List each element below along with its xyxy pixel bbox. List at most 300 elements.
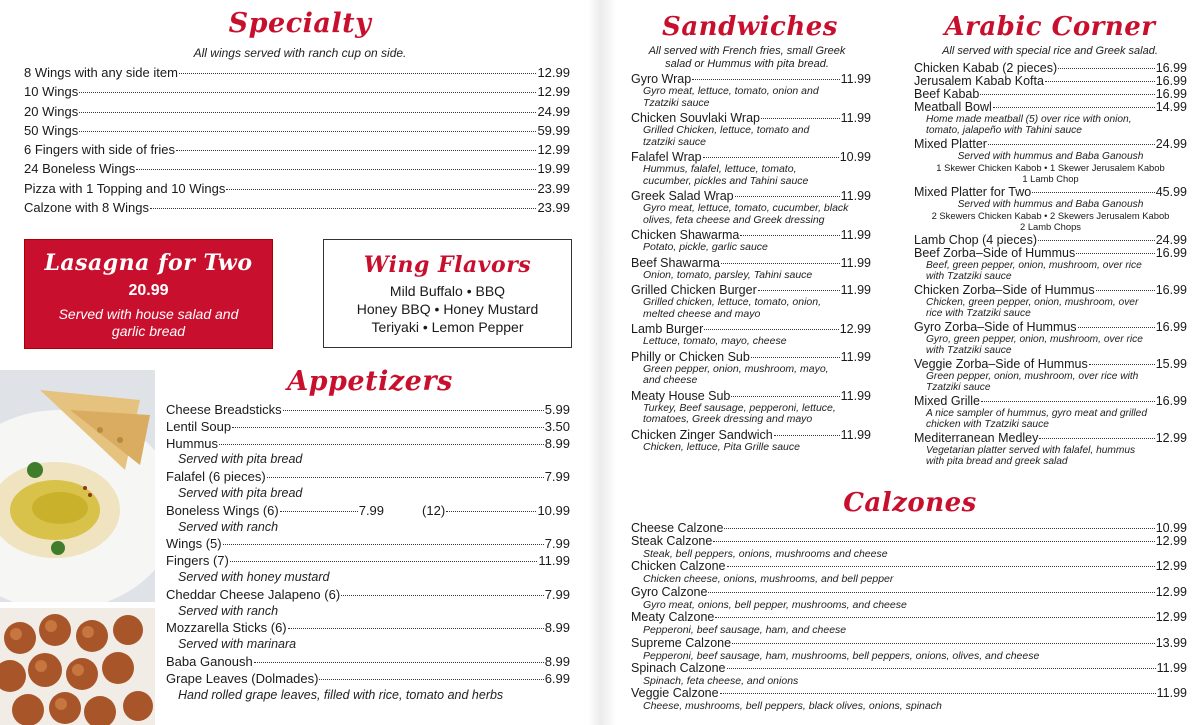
item-description bbox=[631, 297, 871, 320]
menu-item-row bbox=[631, 351, 871, 364]
item-price: 5.99 bbox=[544, 402, 570, 417]
item-description-line: Grilled chicken, lettuce, tomato, onion, bbox=[643, 296, 822, 308]
item-description-line: Turkey, Beef sausage, pepperoni, lettuce, bbox=[643, 401, 836, 414]
menu-item-row bbox=[914, 247, 1187, 260]
item-description-line: Grilled Chicken, lettuce, tomato and bbox=[643, 124, 810, 136]
menu-item-row bbox=[166, 503, 570, 520]
item-name: Supreme Calzone bbox=[631, 635, 732, 650]
item-name: Steak Calzone bbox=[631, 534, 713, 548]
dot-leader bbox=[1089, 364, 1155, 365]
item-price: 23.99 bbox=[537, 200, 570, 216]
item-description-line: Served with hummus and Baba Ganoush bbox=[957, 151, 1144, 162]
menu-item-row bbox=[24, 123, 570, 142]
flavor-line-1: Mild Buffalo • BBQ bbox=[389, 283, 506, 299]
item-description-line: chicken with Tzatziki sauce bbox=[926, 419, 1049, 430]
item-description: Hand rolled grape leaves, filled with rice, tomato and herbs bbox=[178, 687, 504, 702]
item-description: Steak, bell peppers, onions, mushrooms and cheese bbox=[643, 548, 888, 560]
specialty-list bbox=[24, 65, 570, 219]
dot-leader bbox=[230, 561, 538, 562]
item-description: Served with marinara bbox=[178, 637, 297, 652]
item-price: 12.99 bbox=[537, 84, 570, 100]
item-description-line: Vegetarian platter served with falafel, hummus bbox=[926, 445, 1136, 456]
item-price: 16.99 bbox=[1155, 394, 1187, 408]
dot-leader bbox=[219, 444, 544, 445]
item-description bbox=[631, 336, 871, 348]
arabic-list bbox=[914, 62, 1187, 469]
item-description-line: with Tzatziki sauce bbox=[926, 345, 1012, 356]
item-price: 16.99 bbox=[1155, 246, 1187, 260]
item-description-line: melted cheese and mayo bbox=[643, 307, 761, 320]
item-name: Pizza with 1 Topping and 10 Wings bbox=[24, 180, 226, 196]
menu-item-row bbox=[631, 637, 1187, 650]
dot-leader bbox=[79, 92, 536, 93]
item-description: Chicken cheese, onions, mushrooms, and bell pepper bbox=[643, 573, 894, 586]
item-description bbox=[631, 125, 871, 148]
dot-leader bbox=[319, 679, 543, 680]
menu-item-row bbox=[24, 161, 570, 180]
item-price: 45.99 bbox=[1155, 185, 1187, 199]
dot-leader bbox=[735, 196, 840, 197]
dot-leader bbox=[179, 73, 537, 74]
item-contents bbox=[914, 210, 1187, 232]
item-description-line: Hummus, falafel, lettuce, tomato, bbox=[643, 163, 797, 175]
item-price: 6.99 bbox=[544, 670, 570, 686]
item-name: Mediterranean Medley bbox=[914, 431, 1039, 445]
menu-item-row bbox=[166, 587, 570, 604]
dot-leader bbox=[1058, 68, 1155, 69]
item-name: Mixed Platter bbox=[914, 137, 987, 151]
item-name: Gyro Zorba–Side of Hummus bbox=[914, 320, 1077, 334]
menu-item-row bbox=[24, 181, 570, 200]
item-description-line: cucumber, pickles and Tahini sauce bbox=[643, 174, 809, 187]
item-description-line: Chicken, lettuce, Pita Grille sauce bbox=[643, 440, 800, 453]
item-description: Spinach, feta cheese, and onions bbox=[643, 674, 799, 687]
dot-leader bbox=[150, 208, 536, 209]
item-description bbox=[914, 114, 1187, 136]
item-price: 11.99 bbox=[840, 72, 871, 86]
sandwiches-title: Sandwiches bbox=[662, 12, 838, 42]
item-name: Lentil Soup bbox=[166, 418, 232, 434]
dot-leader bbox=[758, 290, 840, 291]
specialty-title: Specialty bbox=[228, 8, 372, 39]
arabic-subtitle: All served with special rice and Greek salad. bbox=[942, 45, 1158, 57]
appetizers-list bbox=[166, 402, 570, 704]
calzones-list bbox=[631, 522, 1187, 713]
item-price: 10.99 bbox=[839, 150, 871, 164]
lasagna-title: Lasagna for Two bbox=[44, 250, 253, 276]
item-price: 7.99 bbox=[544, 586, 570, 602]
item-description-line: Tzatziki sauce bbox=[926, 382, 991, 393]
hummus-photo bbox=[0, 370, 155, 602]
item-name: Lamb Chop (4 pieces) bbox=[914, 233, 1037, 247]
item-price: 11.99 bbox=[538, 553, 570, 569]
item-description bbox=[631, 270, 871, 282]
item-price: 10.99 bbox=[1155, 521, 1187, 535]
item-description bbox=[631, 364, 871, 387]
item-description-line: Gyro meat, lettuce, tomato, onion and bbox=[643, 85, 819, 97]
item-name: Beef Shawarma bbox=[631, 255, 720, 270]
item-alt-label: (12) bbox=[422, 502, 446, 518]
item-name: Cheese Calzone bbox=[631, 521, 724, 535]
lasagna-note-line1: Served with house salad and bbox=[58, 306, 239, 322]
item-price: 14.99 bbox=[1155, 100, 1187, 114]
item-description-line: Tzatziki sauce bbox=[643, 96, 710, 109]
sandwiches-subtitle bbox=[622, 45, 872, 71]
dot-leader bbox=[713, 541, 1154, 542]
wing-flavors-title: Wing Flavors bbox=[363, 252, 532, 278]
dot-leader bbox=[761, 118, 840, 119]
item-price: 11.99 bbox=[1156, 660, 1187, 675]
item-name: Calzone with 8 Wings bbox=[24, 200, 149, 216]
item-price: 11.99 bbox=[840, 255, 871, 270]
item-name: 20 Wings bbox=[24, 103, 79, 119]
menu-item-row bbox=[631, 687, 1187, 700]
item-price: 12.99 bbox=[1155, 584, 1187, 599]
item-description bbox=[631, 242, 871, 254]
item-price: 59.99 bbox=[537, 122, 570, 138]
item-description-line: and cheese bbox=[643, 374, 698, 386]
dot-leader bbox=[980, 94, 1154, 95]
dot-leader bbox=[1096, 290, 1155, 291]
item-alt-price: 10.99 bbox=[537, 502, 570, 518]
item-price: 13.99 bbox=[1155, 635, 1187, 650]
item-name: Cheese Breadsticks bbox=[166, 402, 282, 417]
item-name: Veggie Calzone bbox=[631, 686, 719, 701]
item-description-line: Home made meatball (5) over rice with onion, bbox=[926, 114, 1132, 125]
item-price: 11.99 bbox=[840, 228, 871, 242]
dot-leader bbox=[727, 668, 1156, 669]
item-price: 16.99 bbox=[1155, 87, 1187, 101]
menu-item-row bbox=[631, 535, 1187, 548]
item-name: Chicken Calzone bbox=[631, 559, 726, 574]
item-price: 7.99 bbox=[544, 469, 570, 485]
item-price: 11.99 bbox=[840, 388, 871, 403]
item-description-line: Green pepper, onion, mushroom, over rice with bbox=[926, 371, 1139, 382]
item-name: Mixed Grille bbox=[914, 394, 980, 408]
menu-item-row bbox=[631, 560, 1187, 573]
dot-leader bbox=[283, 410, 544, 411]
item-name: Chicken Shawarma bbox=[631, 228, 740, 242]
item-description-line: Gyro, green pepper, onion, mushroom, over rice bbox=[926, 334, 1143, 345]
menu-item-row bbox=[24, 200, 570, 219]
menu-item-row bbox=[914, 186, 1187, 199]
item-description: Served with pita bread bbox=[178, 452, 303, 467]
item-name: Grape Leaves (Dolmades) bbox=[166, 670, 319, 686]
item-name: Greek Salad Wrap bbox=[631, 189, 734, 203]
menu-item-row bbox=[914, 101, 1187, 114]
item-price: 8.99 bbox=[544, 435, 570, 451]
item-description-line: Served with hummus and Baba Ganoush bbox=[957, 199, 1144, 210]
item-name: Chicken Kabab (2 pieces) bbox=[914, 61, 1058, 75]
dot-leader bbox=[267, 477, 544, 478]
wing-flavors-box bbox=[323, 239, 572, 348]
item-description: Gyro meat, onions, bell pepper, mushrooms, and cheese bbox=[643, 598, 907, 611]
item-description-line: tomato, jalapeño with Tahini sauce bbox=[926, 125, 1082, 136]
item-description bbox=[631, 203, 871, 226]
item-description: Pepperoni, beef sausage, ham, mushrooms, bell peppers, onions, olives, and cheese bbox=[643, 649, 1040, 662]
item-price: 3.50 bbox=[544, 418, 570, 434]
dot-leader bbox=[724, 528, 1154, 529]
appetizers-title: Appetizers bbox=[287, 366, 453, 397]
item-description-line: Potato, pickle, garlic sauce bbox=[643, 241, 768, 253]
item-name: 6 Fingers with side of fries bbox=[24, 142, 176, 158]
menu-item-row bbox=[914, 321, 1187, 334]
item-price: 11.99 bbox=[1156, 686, 1187, 701]
menu-item-row bbox=[24, 142, 570, 161]
dot-leader bbox=[446, 511, 536, 512]
dot-leader bbox=[1038, 240, 1155, 241]
item-description: Served with honey mustard bbox=[178, 569, 330, 584]
item-description-line: A nice sampler of hummus, gyro meat and grilled bbox=[926, 408, 1148, 419]
menu-item-row bbox=[914, 358, 1187, 371]
item-name: Cheddar Cheese Jalapeno (6) bbox=[166, 586, 341, 602]
dot-leader bbox=[341, 595, 544, 596]
dot-leader bbox=[703, 157, 839, 158]
menu-item-row bbox=[631, 522, 1187, 535]
item-price: 11.99 bbox=[840, 427, 871, 442]
dot-leader bbox=[176, 150, 536, 151]
arabic-title: Arabic Corner bbox=[944, 12, 1156, 42]
item-price: 12.99 bbox=[839, 322, 871, 336]
menu-item-row bbox=[914, 395, 1187, 408]
dot-leader bbox=[79, 112, 536, 113]
item-description: Served with pita bread bbox=[178, 485, 303, 500]
item-price: 15.99 bbox=[1155, 357, 1187, 371]
item-price: 19.99 bbox=[537, 161, 570, 177]
falafel-photo bbox=[0, 608, 155, 725]
calzones-title: Calzones bbox=[843, 488, 977, 518]
dot-leader bbox=[704, 329, 838, 330]
item-description-line: with pita bread and greek salad bbox=[926, 456, 1068, 467]
menu-item-row bbox=[914, 284, 1187, 297]
item-name: Gyro Wrap bbox=[631, 72, 692, 86]
item-description-line: Beef, green pepper, onion, mushroom, over rice bbox=[926, 260, 1142, 271]
dot-leader bbox=[1078, 327, 1155, 328]
item-name: Jerusalem Kabab Kofta bbox=[914, 74, 1044, 88]
item-description bbox=[631, 164, 871, 187]
item-price: 16.99 bbox=[1155, 320, 1187, 334]
dot-leader bbox=[720, 693, 1156, 694]
item-description-line: with Tzatziki sauce bbox=[926, 271, 1012, 282]
item-price: 16.99 bbox=[1155, 283, 1187, 297]
item-description bbox=[914, 199, 1187, 210]
sandwiches-list bbox=[631, 73, 871, 456]
dot-leader bbox=[727, 566, 1155, 567]
item-name: 10 Wings bbox=[24, 84, 79, 100]
item-description bbox=[914, 408, 1187, 430]
dot-leader bbox=[79, 131, 536, 132]
item-name: Hummus bbox=[166, 435, 219, 451]
item-price: 11.99 bbox=[840, 189, 871, 203]
item-name: Mozzarella Sticks (6) bbox=[166, 620, 287, 636]
dot-leader bbox=[692, 79, 839, 80]
item-price: 12.99 bbox=[537, 142, 570, 158]
item-name: Meaty House Sub bbox=[631, 388, 731, 403]
item-name: Fingers (7) bbox=[166, 553, 229, 569]
item-name: Beef Zorba–Side of Hummus bbox=[914, 246, 1076, 260]
dot-leader bbox=[721, 263, 840, 264]
item-price: 24.99 bbox=[537, 103, 570, 119]
item-price: 12.99 bbox=[1155, 431, 1187, 445]
item-name: Chicken Zorba–Side of Hummus bbox=[914, 283, 1095, 297]
item-contents-line: 2 Skewers Chicken Kabab • 2 Skewers Jerusalem Kabob bbox=[931, 210, 1170, 221]
dot-leader bbox=[988, 144, 1155, 145]
item-price: 23.99 bbox=[537, 180, 570, 196]
item-name: Falafel (6 pieces) bbox=[166, 469, 266, 485]
item-name: Philly or Chicken Sub bbox=[631, 349, 750, 364]
item-price: 12.99 bbox=[537, 65, 570, 80]
lasagna-price: 20.99 bbox=[128, 282, 169, 299]
item-contents bbox=[914, 162, 1187, 184]
lasagna-note-line2: garlic bread bbox=[111, 323, 186, 339]
item-description: Cheese, mushrooms, bell peppers, black olives, onions, spinach bbox=[643, 700, 942, 713]
dot-leader bbox=[232, 427, 544, 428]
item-name: 8 Wings with any side item bbox=[24, 65, 178, 80]
item-name: Wings (5) bbox=[166, 536, 222, 552]
item-description: Served with ranch bbox=[178, 519, 279, 534]
dot-leader bbox=[731, 396, 839, 397]
menu-item-row bbox=[24, 84, 570, 103]
dot-leader bbox=[280, 511, 358, 512]
lasagna-note bbox=[25, 306, 272, 340]
sandwiches-subtitle-line2: salad or Hummus with pita bread. bbox=[665, 58, 829, 70]
item-price: 8.99 bbox=[544, 653, 570, 669]
dot-leader bbox=[288, 628, 544, 629]
item-description-line: Chicken, green pepper, onion, mushroom, over bbox=[926, 297, 1139, 308]
item-name: 50 Wings bbox=[24, 122, 79, 138]
item-description-line: Onion, tomato, parsley, Tahini sauce bbox=[643, 268, 813, 281]
item-description bbox=[914, 371, 1187, 393]
item-description bbox=[631, 403, 871, 426]
item-description bbox=[631, 86, 871, 109]
menu-item-row bbox=[166, 620, 570, 637]
item-contents-line: 1 Lamb Chop bbox=[1022, 173, 1079, 184]
item-name: Mixed Platter for Two bbox=[914, 185, 1032, 199]
item-name: Meatball Bowl bbox=[914, 100, 992, 114]
item-name: Lamb Burger bbox=[631, 322, 704, 336]
item-price: 7.99 bbox=[358, 502, 385, 518]
item-name: Baba Ganoush bbox=[166, 653, 253, 669]
item-price: 7.99 bbox=[544, 536, 570, 552]
item-description bbox=[914, 445, 1187, 467]
dot-leader bbox=[226, 189, 536, 190]
lasagna-box bbox=[24, 239, 273, 349]
dot-leader bbox=[751, 357, 840, 358]
item-price: 16.99 bbox=[1155, 61, 1187, 75]
dot-leader bbox=[1045, 81, 1155, 82]
menu-item-row bbox=[631, 390, 871, 403]
dot-leader bbox=[740, 235, 839, 236]
item-name: Spinach Calzone bbox=[631, 660, 726, 675]
dot-leader bbox=[223, 544, 544, 545]
item-contents-line: 1 Skewer Chicken Kabob • 1 Skewer Jerusalem Kabob bbox=[936, 162, 1165, 173]
dot-leader bbox=[715, 617, 1154, 618]
item-description-line: tzatziki sauce bbox=[643, 135, 707, 148]
item-price: 11.99 bbox=[840, 349, 871, 364]
menu-item-row bbox=[166, 553, 570, 570]
item-contents-line: 2 Lamb Chops bbox=[1020, 221, 1081, 232]
menu-item-row bbox=[914, 432, 1187, 445]
dot-leader bbox=[732, 643, 1155, 644]
dot-leader bbox=[708, 592, 1154, 593]
item-name: Falafel Wrap bbox=[631, 150, 702, 164]
page-fold bbox=[588, 0, 616, 725]
item-description-line: Gyro meat, lettuce, tomato, cucumber, black bbox=[643, 202, 849, 214]
item-price: 12.99 bbox=[1155, 534, 1187, 548]
menu-item-row bbox=[631, 429, 871, 442]
item-name: Chicken Souvlaki Wrap bbox=[631, 111, 760, 125]
item-name: Boneless Wings (6) bbox=[166, 502, 279, 518]
item-description: Served with ranch bbox=[178, 603, 279, 618]
item-description bbox=[631, 442, 871, 454]
item-name: 24 Boneless Wings bbox=[24, 161, 136, 177]
menu-item-row bbox=[631, 586, 1187, 599]
item-description bbox=[914, 260, 1187, 282]
item-name: Gyro Calzone bbox=[631, 584, 708, 599]
item-price: 16.99 bbox=[1155, 74, 1187, 88]
item-description-line: Lettuce, tomato, mayo, cheese bbox=[643, 335, 787, 347]
flavor-line-3: Teriyaki • Lemon Pepper bbox=[371, 319, 524, 335]
item-description: Pepperoni, beef sausage, ham, and cheese bbox=[643, 624, 847, 637]
item-price: 12.99 bbox=[1155, 559, 1187, 574]
menu-item-row bbox=[631, 662, 1187, 675]
dot-leader bbox=[254, 662, 544, 663]
dot-leader bbox=[1032, 192, 1155, 193]
item-name: Chicken Zinger Sandwich bbox=[631, 427, 773, 442]
menu-item-row bbox=[166, 654, 570, 671]
menu-item-row bbox=[631, 611, 1187, 624]
dot-leader bbox=[981, 401, 1155, 402]
menu-item-row bbox=[166, 436, 570, 453]
menu-item-row bbox=[24, 65, 570, 84]
item-price: 24.99 bbox=[1155, 137, 1187, 151]
item-description-line: Green pepper, onion, mushroom, mayo, bbox=[643, 362, 829, 375]
specialty-subtitle: All wings served with ranch cup on side. bbox=[193, 46, 407, 60]
menu-item-row bbox=[166, 536, 570, 553]
item-description bbox=[914, 297, 1187, 319]
item-name: Grilled Chicken Burger bbox=[631, 283, 757, 297]
item-description bbox=[914, 151, 1187, 162]
item-description-line: rice with Tzatziki sauce bbox=[926, 308, 1031, 319]
item-price: 12.99 bbox=[1155, 610, 1187, 625]
item-name: Veggie Zorba–Side of Hummus bbox=[914, 357, 1088, 371]
item-description bbox=[914, 334, 1187, 356]
dot-leader bbox=[136, 169, 536, 170]
item-price: 11.99 bbox=[840, 111, 871, 125]
dot-leader bbox=[774, 435, 840, 436]
item-description-line: olives, feta cheese and Greek dressing bbox=[643, 213, 825, 226]
item-name: Meaty Calzone bbox=[631, 610, 715, 625]
menu-item-row bbox=[631, 257, 871, 270]
item-description-line: tomatoes, Greek dressing and mayo bbox=[643, 413, 813, 425]
dot-leader bbox=[993, 107, 1155, 108]
menu-item-row bbox=[166, 469, 570, 486]
dot-leader bbox=[1039, 438, 1154, 439]
menu-item-row bbox=[166, 402, 570, 419]
menu-item-row bbox=[166, 419, 570, 436]
menu-item-row bbox=[914, 138, 1187, 151]
menu-item-row bbox=[166, 671, 570, 688]
item-price: 24.99 bbox=[1155, 233, 1187, 247]
item-price: 11.99 bbox=[840, 283, 871, 297]
item-price: 8.99 bbox=[544, 620, 570, 636]
dot-leader bbox=[1076, 253, 1155, 254]
item-name: Beef Kabab bbox=[914, 87, 980, 101]
wing-flavors-list bbox=[324, 282, 571, 336]
menu-item-row bbox=[24, 104, 570, 123]
flavor-line-2: Honey BBQ • Honey Mustard bbox=[356, 301, 539, 317]
sandwiches-subtitle-line1: All served with French fries, small Greek bbox=[648, 45, 846, 57]
